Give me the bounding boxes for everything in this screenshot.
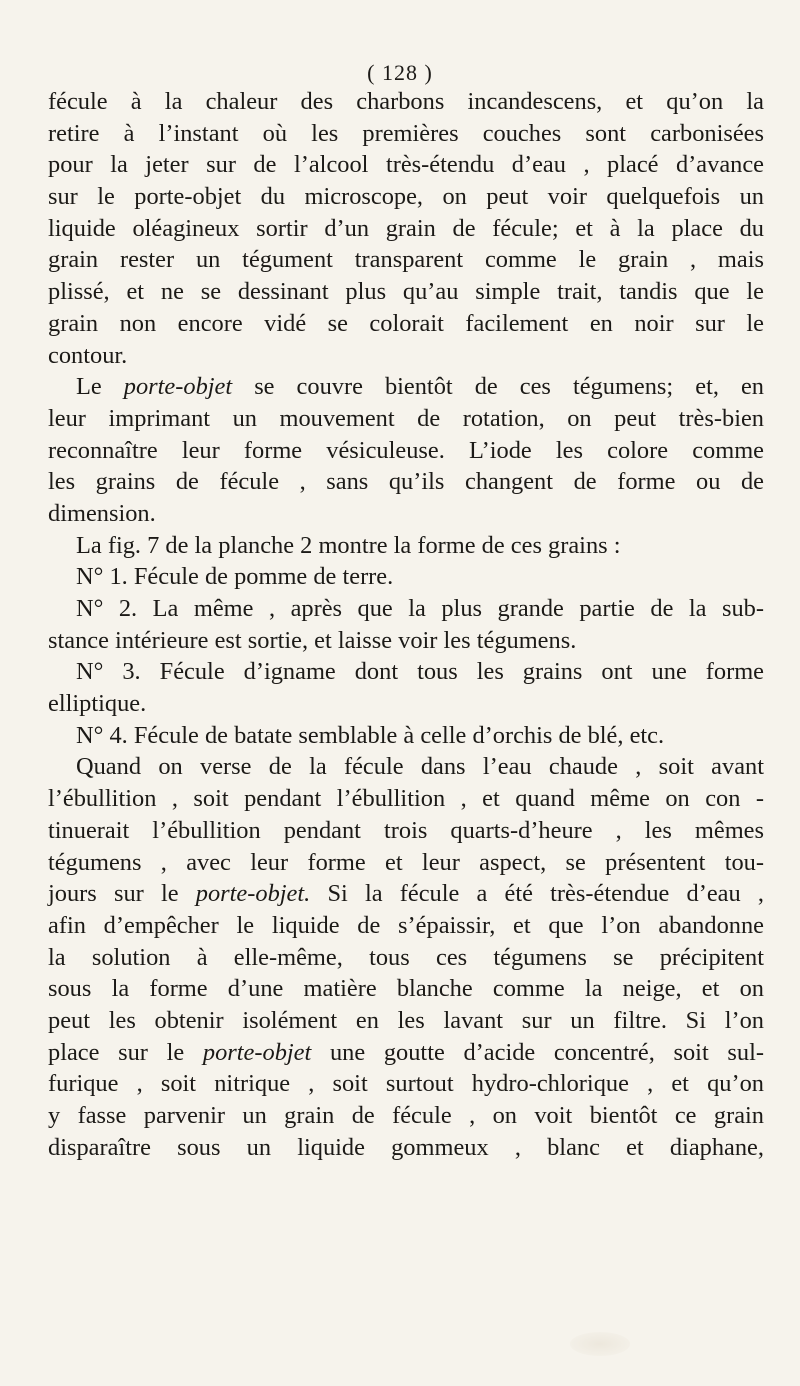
text-segment: elliptique. (48, 690, 147, 718)
text-segment: jours sur le (48, 880, 196, 908)
text-segment: N° 3. Fécule d’igname dont tous les grains ont une forme (76, 658, 764, 686)
text-line (48, 847, 764, 879)
page-number: ( 128 ) (367, 60, 433, 85)
text-line (48, 783, 764, 815)
text-line (48, 910, 764, 942)
text-line (48, 244, 764, 276)
text-line (48, 276, 764, 308)
text-segment: l’ébullition , soit pendant l’ébullition , et quand même on con - (48, 785, 764, 813)
text-segment: furique , soit nitrique , soit surtout hydro-chlorique , et qu’on (48, 1070, 764, 1098)
italic-term: porte-objet (123, 373, 233, 401)
text-line (48, 86, 764, 118)
text-segment: reconnaître leur forme vésiculeuse. L’iode les colore comme (48, 436, 764, 464)
text-segment: retire à l’instant où les premières couches sont carbonisées (48, 119, 764, 147)
text-line (48, 530, 764, 562)
text-line (48, 435, 764, 467)
text-line (48, 942, 764, 974)
text-line (48, 1037, 764, 1069)
text-line (48, 751, 764, 783)
text-line (48, 371, 764, 403)
italic-term: porte-objet. (195, 880, 311, 908)
text-line (48, 815, 764, 847)
text-segment: tinuerait l’ébullition pendant trois quarts-d’heure , les mêmes (48, 816, 764, 844)
text-line (48, 213, 764, 245)
text-line (48, 593, 764, 625)
text-segment: sur le porte-objet du microscope, on peut voir quelquefois un (48, 183, 764, 211)
text-line (48, 498, 764, 530)
text-segment: sous la forme d’une matière blanche comme la neige, et on (48, 975, 764, 1003)
text-segment: se couvre bientôt de ces tégumens; et, en (232, 373, 764, 401)
text-segment: tégumens , avec leur forme et leur aspect, se présentent tou- (48, 848, 764, 876)
text-segment: Le (76, 373, 124, 401)
text-segment: place sur le (48, 1038, 203, 1066)
text-segment: pour la jeter sur de l’alcool très-étendu d’eau , placé d’avance (48, 151, 764, 179)
text-segment: disparaître sous un liquide gommeux , blanc et diaphane, (48, 1133, 764, 1161)
text-segment: N° 1. Fécule de pomme de terre. (76, 563, 394, 591)
text-segment: grain non encore vidé se colorait facilement en noir sur le (48, 309, 764, 337)
text-line (48, 149, 764, 181)
paper-stain (570, 1332, 630, 1356)
text-segment: leur imprimant un mouvement de rotation, on peut très-bien (48, 404, 764, 432)
text-line (48, 1100, 764, 1132)
text-line (48, 1005, 764, 1037)
text-line (48, 118, 764, 150)
text-line (48, 656, 764, 688)
text-line (48, 181, 764, 213)
text-segment: peut les obtenir isolément en les lavant sur un filtre. Si l’on (48, 1006, 764, 1034)
text-segment: N° 4. Fécule de batate semblable à celle d’orchis de blé, etc. (76, 721, 665, 749)
text-segment: fécule à la chaleur des charbons incandescens, et qu’on la (48, 88, 764, 115)
text-segment: afin d’empêcher le liquide de s’épaissir, et que l’on abandonne (48, 911, 764, 939)
text-line (48, 561, 764, 593)
text-segment: liquide oléagineux sortir d’un grain de fécule; et à la place du (48, 214, 764, 242)
text-segment: Quand on verse de la fécule dans l’eau chaude , soit avant (76, 753, 764, 781)
text-segment: stance intérieure est sortie, et laisse voir les tégumens. (48, 626, 577, 654)
text-segment: une goutte d’acide concentré, soit sul- (311, 1038, 764, 1066)
text-line (48, 625, 764, 657)
text-segment: la solution à elle-même, tous ces tégumens se précipitent (48, 943, 764, 971)
text-segment: contour. (48, 341, 128, 369)
text-segment: La fig. 7 de la planche 2 montre la forme de ces grains : (76, 531, 621, 559)
text-line (48, 466, 764, 498)
text-line (48, 340, 764, 372)
text-segment: les grains de fécule , sans qu’ils changent de forme ou de (48, 468, 764, 496)
text-line (48, 878, 764, 910)
text-line (48, 1132, 764, 1164)
text-line (48, 720, 764, 752)
text-segment: y fasse parvenir un grain de fécule , on voit bientôt ce grain (48, 1102, 764, 1129)
text-line (48, 403, 764, 435)
text-line (48, 1068, 764, 1100)
text-segment: grain rester un tégument transparent comme le grain , mais (48, 246, 764, 274)
text-segment: N° 2. La même , après que la plus grande partie de la sub- (76, 595, 764, 622)
body-text (48, 86, 764, 1163)
text-segment: Si la fécule a été très-étendue d’eau , (310, 880, 764, 908)
text-line (48, 688, 764, 720)
text-line (48, 308, 764, 340)
text-segment: plissé, et ne se dessinant plus qu’au simple trait, tandis que le (48, 278, 764, 306)
text-line (48, 973, 764, 1005)
italic-term: porte-objet (202, 1038, 312, 1066)
text-segment: dimension. (48, 499, 156, 527)
